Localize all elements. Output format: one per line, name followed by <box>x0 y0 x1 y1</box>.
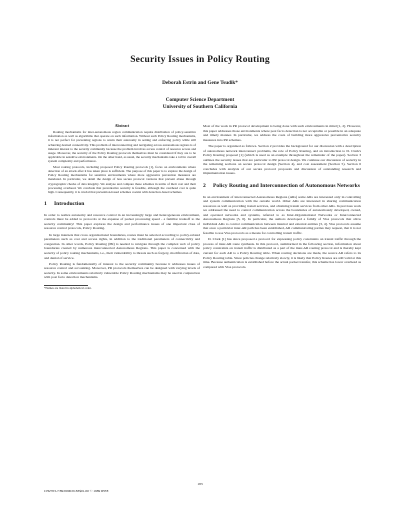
footnote: *Names are listed in alphabetical order. <box>44 286 92 291</box>
section-title: Introduction <box>54 200 85 207</box>
body-paragraph: In large internets that cross organizational boundaries, routes must be selected according to policy-related parameters such as cost and access rights, in addition to the traditional parameters of connectivity and congestion. In other words, Policy Routing (PR) is needed to navigate through the complex web of policy boundaries created by numerous interconnected Autonomous Regions. This paper is concerned with the security of policy routing mechanisms, i.e., their vulnerability to threats such as forgery, modification of data, and denial of service. <box>44 232 200 260</box>
affiliation-university: University of Southern California <box>162 103 238 110</box>
abstract-paragraph: Routing mechanisms for inter-autonomous region communication require distribution of policy-sensitive information as well as algorithms that operate on such information. Without such Policy Routing mechanisms, it is not perfect for preventing regions to retain their autonomy in setting and enforcing policy while still achieving desired connectivity. This problem of interconnecting and navigating across autonomous regions is of inherent interest to the security community because the problem involves access control of resource access and usage. Moreover, the security of the Policy Routing protocols themselves must be considered if they are to be applicable in sensitive environments. On the other hand, as usual, the security mechanisms take a toll in overall system complexity and performance. <box>48 130 196 164</box>
paper-title: Security Issues in Policy Routing <box>130 55 270 65</box>
body-paragraph: In order to realize autonomy and resource control in an increasingly large and heterogeneous environment, controls must be added to protocols at the expense of packet processing speed - a familiar tradeoff to the security community! This paper explores the design and performance issues of one important class of resource control protocols, Policy Routing. <box>44 212 200 231</box>
abstract-heading: Abstract <box>114 124 130 128</box>
body-paragraph: Most of the work in PR protocol development is being done with such environments in mind [1, 2]. However, this paper addresses those environments where post facto detection is not acceptable or possible in an adequate and timely manner. In particular, we address the costs of building more aggressive preventative security measures into PR schemes. <box>203 124 361 142</box>
affiliation-department: Computer Science Department <box>165 97 235 103</box>
section-number: 2 <box>203 182 206 189</box>
body-paragraph: The paper is organized as follows. Section 2 provides the background for our discussion with a description of autonomous network interconnect problems, the role of Policy Routing, and an introduction to D. Clark's Policy Routing proposal [1] (which is used as an example throughout the remainder of the paper). Section 3 outlines the security issues that are particular to PR protocol design. We continue our discussion of security in the remaining sections on secure protocol design (Section 4), and cost assessment (Section 5). Section 6 concludes with analysis of our secure protocol proposals and discussion of outstanding research and implementation issues. <box>203 143 361 176</box>
section-number: 1 <box>44 200 47 207</box>
section-heading-policy-routing <box>203 183 361 190</box>
section-title: Policy Routing and Interconnection of Autonomous Networks <box>213 182 360 189</box>
abstract-block <box>44 124 200 194</box>
body-paragraph: D. Clark [1] has since proposed a protocol for expressing policy constraints on transit traffic through the process of inter-AR route synthesis. In this protocol, summarized in the following section, information about policy constraints on transit traffic is distributed as a part of the inter-AR routing protocol and is thereby kept current for each AR to a Policy Routing table. When routing decisions are made, the source AR refers to its Policy Routing table. Since policies change relatively slowly, it is likely that Policy Routes are still valid at this time. Because authentication is established before the actual packet transfer, this scheme has lower overhead as compared with Visa protocols. <box>203 237 361 269</box>
paper-authors: Deborah Estrin and Gene Tsudik* <box>162 80 238 86</box>
right-column <box>203 124 361 271</box>
page-number: 183 <box>197 482 203 486</box>
paper-affiliation <box>0 97 400 110</box>
copyright-line: CH2703-7/89/0000/0183$01.00 © 1989 IEEE <box>44 489 109 493</box>
abstract-paragraph: Most routing protocols, including proposed Policy Routing protocols [1], focus on environments where detection of an attack after it has taken place is sufficient. The purpose of this paper is to explore the design of Policy Routing mechanisms for sensitive environments where more aggressive prevention measures are mandated. In particular, we detail the design of less secure protocol versions that prevent abuse through cryptographic checks of data integrity. We analyze and compare these schemes in terms of their cost and their processing overhead. We conclude that preventative security is feasible, although the overhead cost is quite high. Consequently, it is crucial that prevention-based schemes coexist with detection-based schemes. <box>48 164 196 194</box>
left-column <box>44 124 200 291</box>
body-paragraph: In an environment of interconnected Autonomous Regions (ARs) some ARs are interested only in controlling and system communication with the outside world. Other ARs are interested in sharing communication resources as well as providing transit services, and obtaining transit services from other ARs. In previous work we addressed the need to control communication across the boundaries of autonomously developed, owned, and operated networks and systems, referred to as Inter-Organizational Networks or Interconnected Autonomous Regions [5, 6]. In particular, the authors developed a family of Visa protocols that allow individual ARs to control communication between internal and external entities [3, 4]. Visa protocols assume that once a particular inter-AR path has been established, AR communicating parties may request, that it is not feasible to use Visa protocols as a means for controlling transit traffic. <box>203 194 361 235</box>
body-paragraph: Policy Routing is fundamentally of interest to the security community because it addresses issues of resource control and accounting. Moreover, PR protocols themselves can be designed with varying levels of security. In some environments relatively vulnerable Policy Routing mechanisms may be used in conjunction with post facto detection mechanisms. <box>44 261 200 280</box>
section-heading-introduction <box>44 201 200 208</box>
